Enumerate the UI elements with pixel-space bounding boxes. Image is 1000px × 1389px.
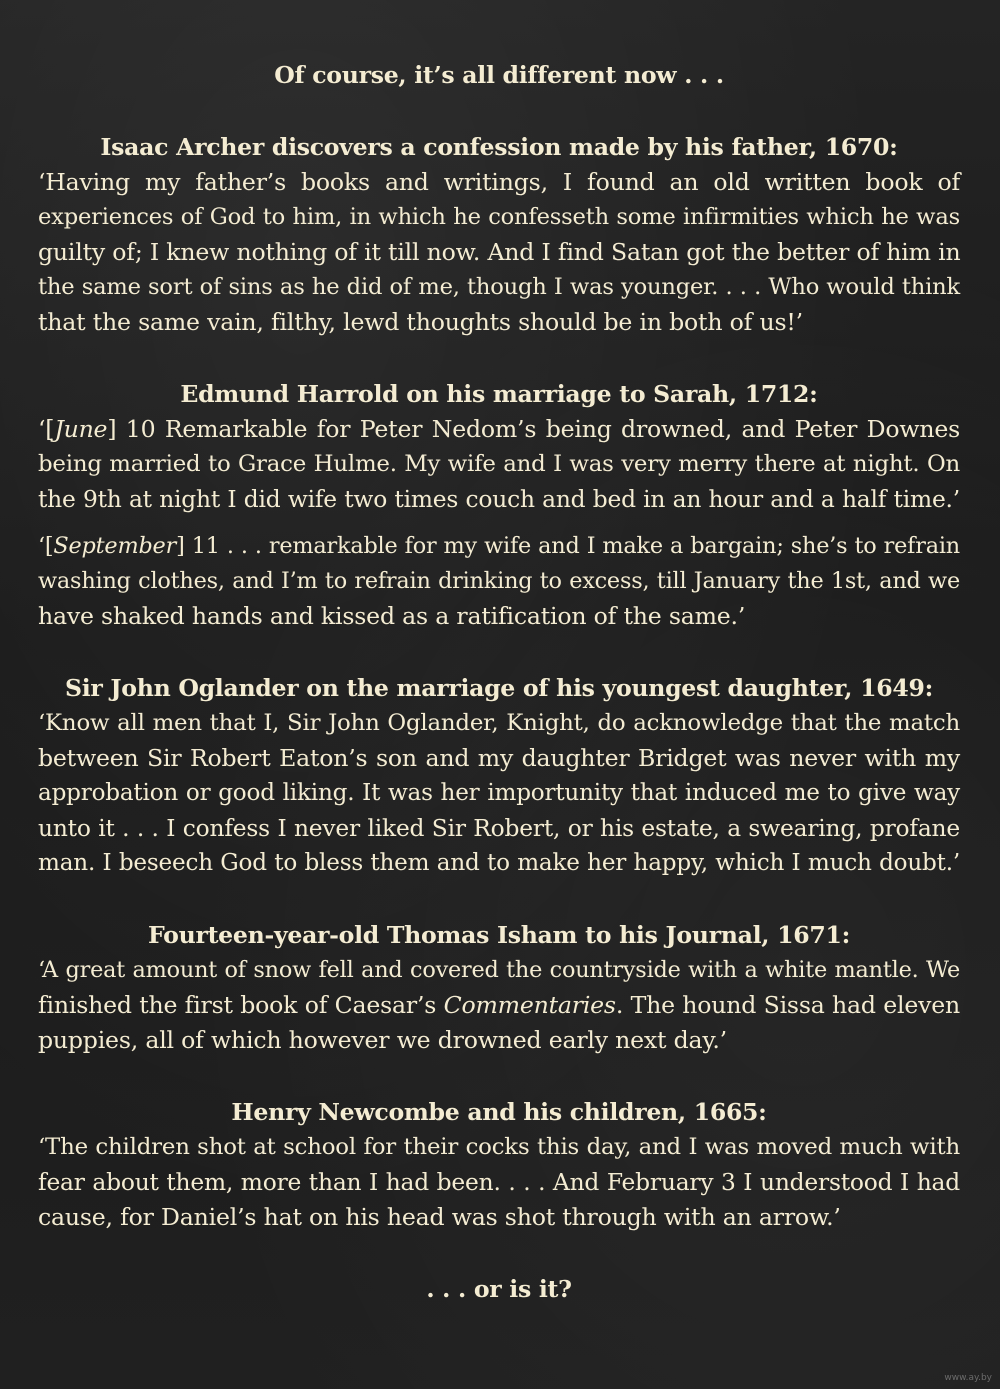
- excerpt-heading: Isaac Archer discovers a confession made by his father, 1670:: [100, 133, 898, 161]
- italic-month: September: [53, 533, 177, 559]
- excerpt-line: ‘Having my father’s books and writings, I found an old written book of: [38, 168, 960, 196]
- quote-open: ‘[: [38, 415, 55, 443]
- excerpt-line: [38, 412, 960, 447]
- excerpt-line: being married to Grace Hulme. My wife and I was very merry there at night. On: [38, 451, 960, 477]
- excerpt-line: guilty of; I knew nothing of it till now. And I find Satan got the better of him in: [38, 238, 961, 266]
- excerpt-isaac-archer: [38, 130, 960, 340]
- closing-line: . . . or is it?: [426, 1275, 572, 1303]
- excerpt-line: ‘Know all men that I, Sir John Oglander, Knight, do acknowledge that the match: [38, 710, 960, 736]
- opening-line: Of course, it’s all different now . . .: [274, 61, 724, 89]
- excerpt-line: fear about them, more than I had been. . . . And February 3 I understood I had: [38, 1168, 960, 1196]
- quote-text: ] 11 . . . remarkable for my wife and I make a bargain; she’s to refrain: [176, 533, 960, 559]
- excerpt-line: ‘The children shot at school for their cocks this day, and I was moved much with: [38, 1134, 960, 1160]
- excerpt-heading: Sir John Oglander on the marriage of his youngest daughter, 1649:: [64, 674, 934, 702]
- excerpt-heading: Edmund Harrold on his marriage to Sarah, 1712:: [180, 380, 818, 408]
- excerpt-john-oglander: [38, 671, 960, 881]
- excerpt-heading: Henry Newcombe and his children, 1665:: [231, 1098, 767, 1126]
- quote-text: . The hound Sissa had eleven: [615, 991, 960, 1019]
- excerpt-edmund-harrold: [38, 377, 960, 634]
- excerpt-line: [38, 529, 960, 564]
- excerpt-line: [38, 988, 960, 1023]
- watermark: www.ay.by: [944, 1373, 992, 1383]
- excerpt-henry-newcombe: [38, 1095, 960, 1235]
- italic-title: Commentaries: [443, 991, 616, 1019]
- excerpt-line: approbation or good liking. It was her importunity that induced me to give way: [38, 780, 960, 806]
- italic-month: June: [54, 415, 108, 443]
- quote-open: ‘[: [38, 533, 54, 559]
- excerpt-line: puppies, all of which however we drowned early next day.’: [38, 1026, 727, 1054]
- excerpt-line: have shaked hands and kissed as a ratification of the same.’: [38, 602, 746, 630]
- excerpt-line: ‘A great amount of snow fell and covered the countryside with a white mantle. We: [38, 957, 960, 983]
- excerpt-line: experiences of God to him, in which he confesseth some infirmities which he was: [38, 204, 960, 230]
- excerpt-line: the same sort of sins as he did of me, though I was younger. . . . Who would think: [38, 274, 960, 300]
- excerpt-line: that the same vain, filthy, lewd thoughts should be in both of us!’: [38, 308, 803, 336]
- excerpt-heading: Fourteen-year-old Thomas Isham to his Journal, 1671:: [148, 921, 850, 949]
- excerpt-line: between Sir Robert Eaton’s son and my daughter Bridget was never with my: [38, 744, 960, 772]
- excerpt-line: the 9th at night I did wife two times couch and bed in an hour and a half time.’: [38, 485, 960, 513]
- excerpt-line: washing clothes, and I’m to refrain drinking to excess, till January the 1st, and we: [38, 568, 960, 594]
- quote-text: finished the first book of Caesar’s: [38, 991, 444, 1019]
- excerpt-line: man. I beseech God to bless them and to make her happy, which I much doubt.’: [38, 850, 960, 876]
- excerpt-subparagraph: [38, 529, 960, 634]
- quote-text: ] 10 Remarkable for Peter Nedom’s being drowned, and Peter Downes: [107, 415, 960, 443]
- cover-text: [38, 58, 960, 1307]
- excerpt-line: unto it . . . I confess I never liked Sir Robert, or his estate, a swearing, profane: [38, 814, 960, 842]
- excerpt-thomas-isham: [38, 918, 960, 1058]
- excerpt-line: cause, for Daniel’s hat on his head was shot through with an arrow.’: [38, 1203, 841, 1231]
